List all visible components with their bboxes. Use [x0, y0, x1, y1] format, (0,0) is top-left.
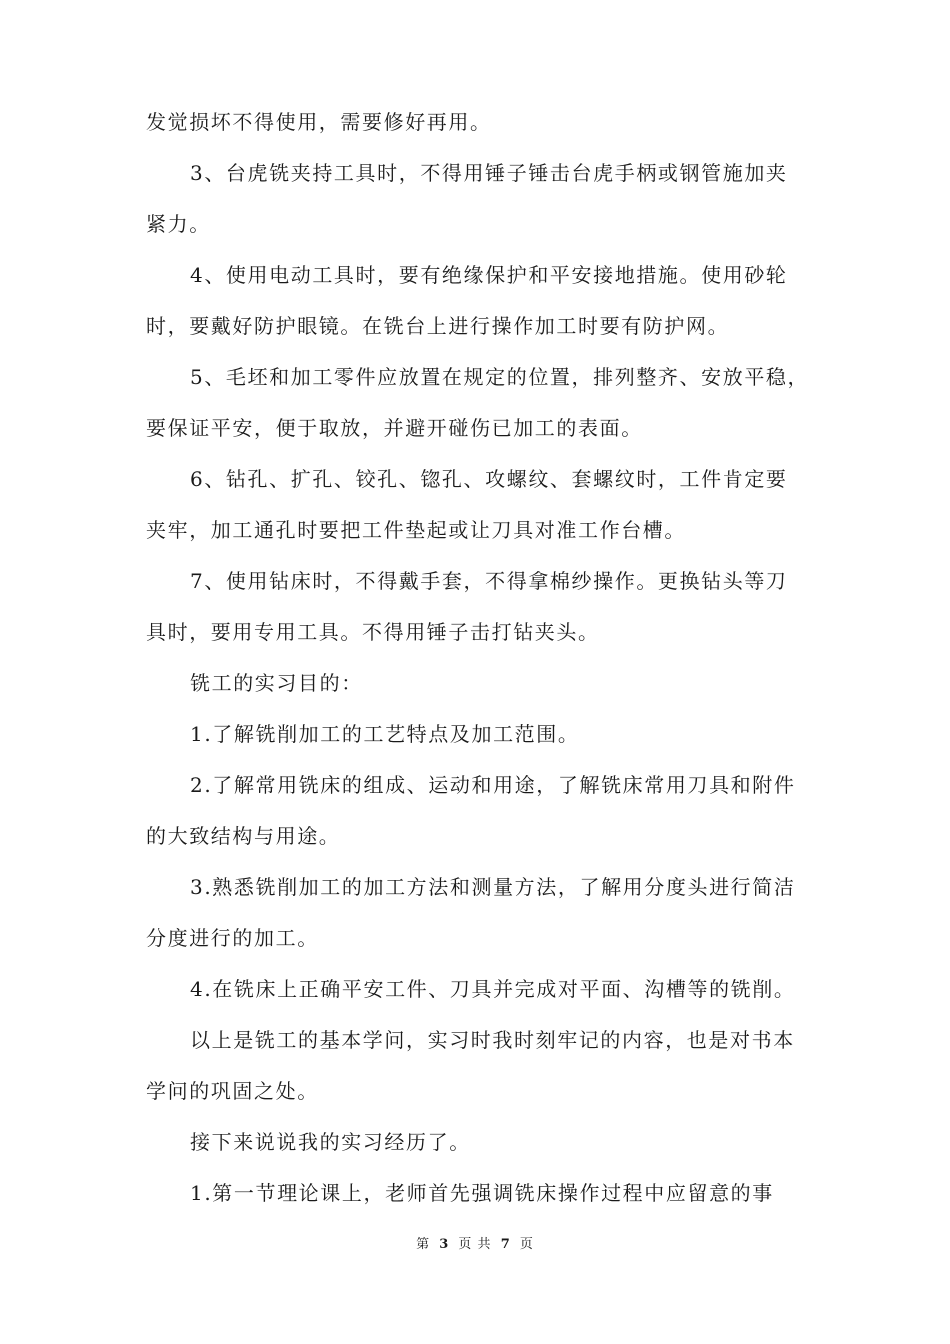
footer-middle: 页 共 — [458, 1237, 492, 1252]
text-line: 3.熟悉铣削加工的加工方法和测量方法，了解用分度头进行简洁 — [190, 875, 796, 899]
text-line: 3、台虎铣夹持工具时，不得用锤子锤击台虎手柄或钢管施加夹 — [190, 161, 788, 185]
text-line: 学问的巩固之处。 — [146, 1079, 319, 1103]
footer-prefix: 第 — [416, 1237, 431, 1252]
text-line: 要保证平安，便于取放，并避开碰伤已加工的表面。 — [146, 416, 643, 440]
total-pages-number: 7 — [500, 1237, 511, 1252]
section-heading: 铣工的实习目的： — [190, 671, 363, 695]
text-line: 1.了解铣削加工的工艺特点及加工范围。 — [190, 722, 580, 746]
text-line: 紧力。 — [146, 212, 211, 236]
text-line: 5、毛坯和加工零件应放置在规定的位置，排列整齐、安放平稳， — [190, 365, 810, 389]
text-line: 接下来说说我的实习经历了。 — [190, 1130, 471, 1154]
document-body — [146, 97, 816, 1219]
text-line: 时，要戴好防护眼镜。在铣台上进行操作加工时要有防护网。 — [146, 314, 730, 338]
text-line: 发觉损坏不得使用，需要修好再用。 — [146, 110, 492, 134]
current-page-number: 3 — [439, 1237, 450, 1252]
text-line: 7、使用钻床时，不得戴手套，不得拿棉纱操作。更换钻头等刀 — [190, 569, 788, 593]
page-footer — [0, 1233, 950, 1252]
text-line: 2.了解常用铣床的组成、运动和用途，了解铣床常用刀具和附件 — [190, 773, 796, 797]
text-line: 的大致结构与用途。 — [146, 824, 341, 848]
text-line: 分度进行的加工。 — [146, 926, 319, 950]
text-line: 1.第一节理论课上，老师首先强调铣床操作过程中应留意的事 — [190, 1181, 774, 1205]
footer-suffix: 页 — [519, 1237, 534, 1252]
text-line: 6、钻孔、扩孔、铰孔、锪孔、攻螺纹、套螺纹时，工件肯定要 — [190, 467, 788, 491]
text-line: 具时，要用专用工具。不得用锤子击打钻夹头。 — [146, 620, 600, 644]
text-line: 夹牢，加工通孔时要把工件垫起或让刀具对准工作台槽。 — [146, 518, 686, 542]
text-line: 4、使用电动工具时，要有绝缘保护和平安接地措施。使用砂轮 — [190, 263, 788, 287]
text-line: 以上是铣工的基本学问，实习时我时刻牢记的内容，也是对书本 — [190, 1028, 795, 1052]
text-line: 4.在铣床上正确平安工件、刀具并完成对平面、沟槽等的铣削。 — [190, 977, 796, 1001]
